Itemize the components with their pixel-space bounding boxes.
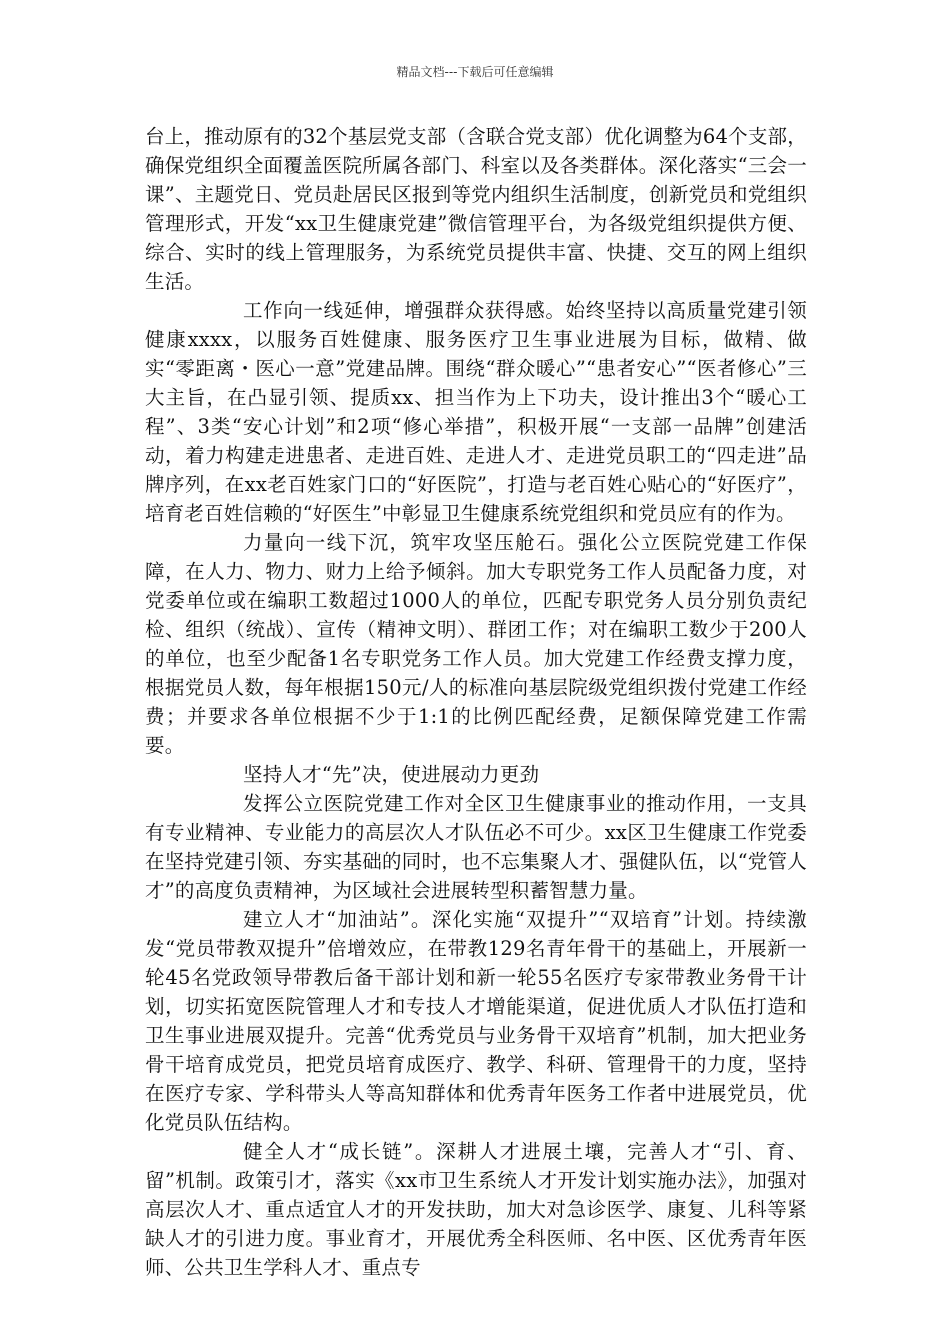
paragraph-talent-station: 建立人才“加油站”。深化实施“双提升”“双培育”计划。持续激发“党员带教双提升”倍增效应，在带教129名青年骨干的基础上，开展新一轮45名党政领导带教后备干部计划和新一轮55名医疗专家带教业务骨干计划，切实拓宽医院管理人才和专技人才增能渠道，促进优质人才队伍打造和卫生事业进展双提升。完善“优秀党员与业务骨干双培育”机制，加大把业务骨干培育成党员，把党员培育成医疗、教学、科研、管理骨干的力度，坚持在医疗专家、学科带头人等高知群体和优秀青年医务工作者中进展党员，优化党员队伍结构。	[145, 908, 807, 1134]
paragraph-talent-intro: 发挥公立医院党建工作对全区卫生健康事业的推动作用，一支具有专业精神、专业能力的高层次人才队伍必不可少。xx区卫生健康工作党委在坚持党建引领、夯实基础的同时，也不忘集聚人才、强健队伍，以“党管人才”的高度负责精神，为区域社会进展转型积蓄智慧力量。	[145, 792, 807, 902]
paragraph-frontline-resources: 力量向一线下沉，筑牢攻坚压舱石。强化公立医院党建工作保障，在人力、物力、财力上给予倾斜。加大专职党务工作人员配备力度，对党委单位或在编职工数超过1000人的单位，匹配专职党务人员分别负责纪检、组织（统战）、宣传（精神文明）、群团工作；对在编职工数少于200人的单位，也至少配备1名专职党务工作人员。加大党建工作经费支撑力度，根据党员人数，每年根据150元/人的标准向基层院级党组织拨付党建工作经费；并要求各单位根据不少于1:1的比例匹配经费，足额保障党建工作需要。	[145, 531, 807, 757]
document-body	[145, 122, 807, 1282]
page-header: 精品文档---下载后可任意编辑	[396, 65, 554, 79]
section-heading-talent: 坚持人才“先”决，使进展动力更劲	[243, 763, 540, 786]
paragraph-continued: 台上，推动原有的32个基层党支部（含联合党支部）优化调整为64个支部，确保党组织全面覆盖医院所属各部门、科室以及各类群体。深化落实“三会一课”、主题党日、党员赴居民区报到等党内组织生活制度，创新党员和党组织管理形式，开发“xx卫生健康党建”微信管理平台，为各级党组织提供方便、综合、实时的线上管理服务，为系统党员提供丰富、快捷、交互的网上组织生活。	[145, 125, 807, 293]
paragraph-frontline-extension: 工作向一线延伸，增强群众获得感。始终坚持以高质量党建引领健康xxxx，以服务百姓健康、服务医疗卫生事业进展为目标，做精、做实“零距离・医心一意”党建品牌。围绕“群众暖心”“患者安心”“医者修心”三大主旨，在凸显引领、提质xx、担当作为上下功夫，设计推出3个“暖心工程”、3类“安心计划”和2项“修心举措”，积极开展“一支部一品牌”创建活动，着力构建走进患者、走进百姓、走进人才、走进党员职工的“四走进”品牌序列，在xx老百姓家门口的“好医院”，打造与老百姓心贴心的“好医疗”，培育老百姓信赖的“好医生”中彰显卫生健康系统党组织和党员应有的作为。	[145, 299, 807, 525]
paragraph-talent-chain: 健全人才“成长链”。深耕人才进展土壤，完善人才“引、育、留”机制。政策引才，落实《xx市卫生系统人才开发计划实施办法》，加强对高层次人才、重点适宜人才的开发扶助，加大对急诊医学、康复、儿科等紧缺人才的引进力度。事业育才，开展优秀全科医师、名中医、区优秀青年医师、公共卫生学科人才、重点专	[145, 1140, 807, 1279]
